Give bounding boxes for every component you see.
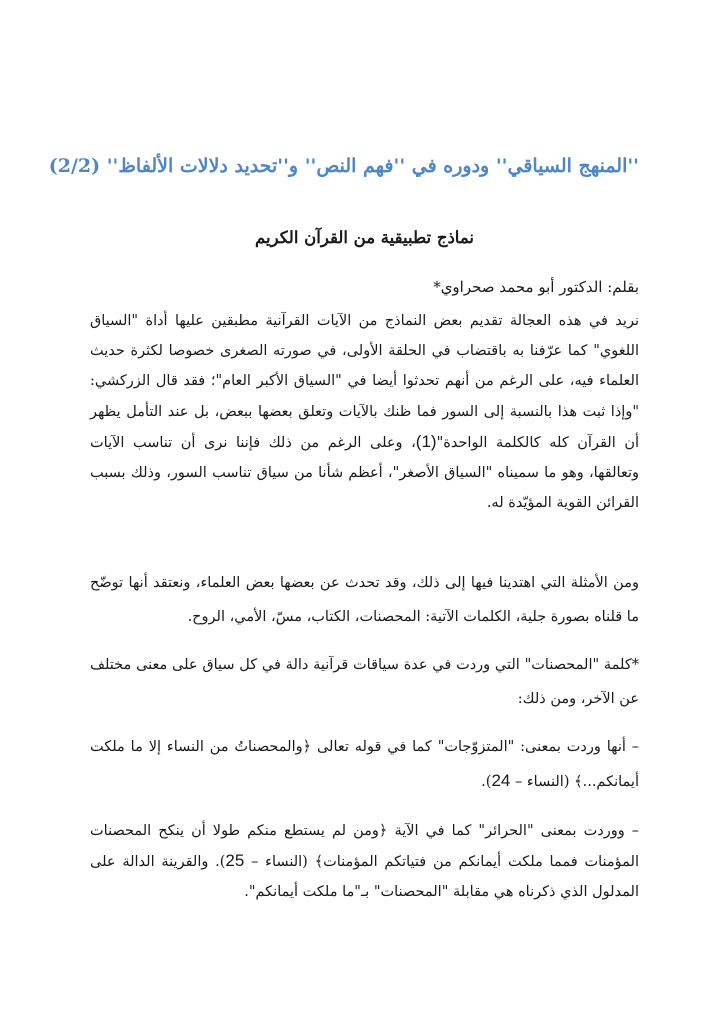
- meaning-married-text: – أنها وردت بمعنى: "المتزوّجات" كما في قوله تعالى ﴿والمحصناتُ من النساء إلا ما ملكت أيمانكم...﴾ (النساء –: [90, 739, 639, 790]
- paragraph-intro-text: نريد في هذه العجالة تقديم بعض النماذج من الآيات القرآنية مطبقين عليها أداة "السياق اللغوي" كما عرّفنا به باقتضاب في الحلقة الأولى، في صورته الصغرى خصوصا لكثرة حديث العلماء فيه، على الرغم من أنهم تحدثوا أيضا في "السياق الأكبر العام"؛ فقد قال الزركشي: "وإذا ثبت هذا بالنسبة إلى السور فما ظنك بالآيات وتعلق بعضها ببعض، بل عند التأمل يظهر أن القرآن كله كالكلمة الواحدة": [90, 313, 639, 451]
- verse-number-24: 24: [491, 771, 511, 790]
- meaning-married-end: ).: [481, 774, 492, 790]
- paragraph-meaning-free: [90, 816, 639, 907]
- document-page: [48, 0, 639, 1024]
- verse-number-25: 25: [225, 851, 245, 870]
- paragraph-meaning-married: [90, 730, 639, 799]
- meaning-free-rest: ). والقرينة الدالة على المدلول الذي ذكرناه هي مقابلة "المحصنات" بـ"ما ملكت أيمانكم".: [90, 854, 639, 900]
- article-title: ''المنهج السياقي'' ودوره في ''فهم النص'' و''تحديد دلالات الألفاظ'' (2/2): [48, 155, 639, 177]
- paragraph-intro-rest: ، وعلى الرغم من ذلك فإننا نرى أن تناسب الآيات وتعالقها، وهو ما سميناه "السياق الأصغر"، أعظم شأنا من سياق تناسب السور، وذلك بسبب القرائن القوية المؤيّدة له.: [90, 434, 639, 512]
- paragraph-examples: ومن الأمثلة التي اهتدينا فيها إلى ذلك، وقد تحدث عن بعضها بعض العلماء، ونعتقد أنها توضّح ما قلناه بصورة جلية، الكلمات الآتية: المحصنات، الكتاب، مسّ، الأمي، الروح.: [90, 575, 639, 625]
- paragraph-muhsanat: *كلمة "المحصنات" التي وردت في عدة سياقات قرآنية دالة في كل سياق على معنى مختلف عن الآخر، ومن ذلك:: [90, 657, 639, 707]
- author-line: بقلم: الدكتور أبو محمد صحراوي*: [433, 278, 639, 296]
- footnote-ref-1: (1): [415, 431, 437, 451]
- article-subtitle: نماذج تطبيقية من القرآن الكريم: [255, 228, 474, 247]
- paragraph-intro: [90, 306, 639, 518]
- meaning-free-text: – ووردت بمعنى "الحرائر" كما في الآية ﴿ومن لم يستطع منكم طولا أن ينكح المحصنات المؤمنات فمما ملكت أيمانكم من فتياتكم المؤمنات﴾ (النساء –: [90, 823, 639, 870]
